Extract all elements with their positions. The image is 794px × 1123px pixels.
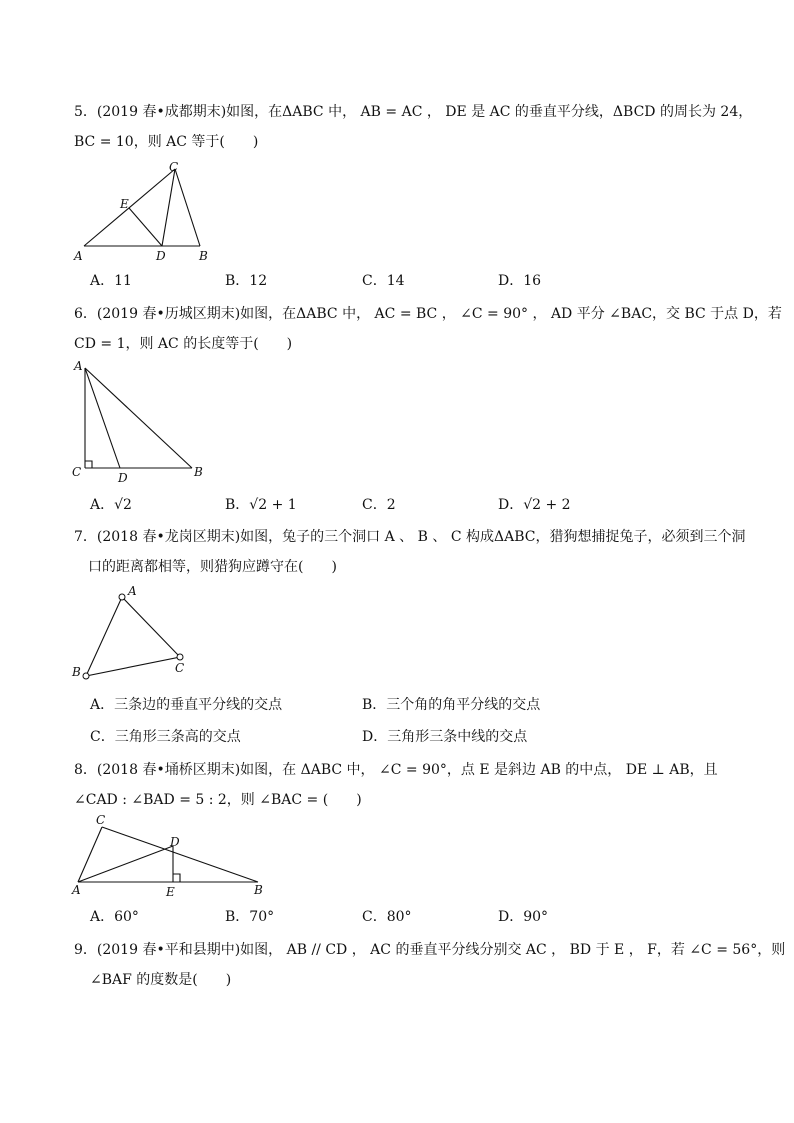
q7-label-a: A	[128, 584, 137, 598]
q8-label-a: A	[72, 883, 81, 897]
q7-option-b[interactable]: B．三个角的角平分线的交点	[362, 697, 541, 713]
q6-option-b[interactable]: B．√2 + 1	[225, 497, 297, 513]
q6-option-a[interactable]: A．√2	[90, 497, 132, 513]
q6-stem-line2: CD = 1，则 AC 的长度等于( )	[74, 336, 293, 352]
q7-hole-c	[177, 654, 183, 660]
q5-option-a[interactable]: A．11	[90, 273, 132, 289]
q5-label-a: A	[74, 249, 83, 263]
q8-figure	[70, 812, 270, 902]
q7-option-d[interactable]: D．三角形三条中线的交点	[362, 729, 528, 745]
q6-label-d: D	[118, 471, 128, 485]
q5-stem-line1: 5．(2019 春•成都期末)如图，在ΔABC 中， AB = AC ， DE 是 AC 的垂直平分线，ΔBCD 的周长为 24，	[74, 104, 753, 120]
q7-figure	[70, 584, 200, 684]
q8-stem-line1: 8．(2018 春•埇桥区期末)如图，在 ΔABC 中， ∠C = 90°，点 E 是斜边 AB 的中点， DE ⊥ AB，且	[74, 762, 718, 778]
q6-stem-line1: 6．(2019 春•历城区期末)如图，在ΔABC 中， AC = BC ， ∠C = 90° ， AD 平分 ∠BAC，交 BC 于点 D，若	[74, 306, 782, 322]
q5-figure	[70, 156, 220, 266]
q5-label-b: B	[199, 249, 208, 263]
q7-stem-line2: 口的距离都相等，则猎狗应蹲守在( )	[88, 559, 337, 575]
q6-label-c: C	[72, 465, 82, 479]
q8-label-c: C	[96, 813, 106, 827]
q5-label-e: E	[120, 197, 129, 211]
q9-stem-line2: ∠BAF 的度数是( )	[90, 972, 232, 988]
q7-label-b: B	[72, 665, 81, 679]
q6-label-a: A	[74, 359, 83, 373]
q9-stem-line1: 9．(2019 春•平和县期中)如图， AB // CD ， AC 的垂直平分线分别交 AC ， BD 于 E ， F，若 ∠C = 56°，则	[74, 942, 786, 958]
q7-option-c[interactable]: C．三角形三条高的交点	[90, 729, 241, 745]
q8-option-d[interactable]: D．90°	[498, 909, 549, 925]
q5-option-c[interactable]: C．14	[362, 273, 405, 289]
q5-option-b[interactable]: B．12	[225, 273, 268, 289]
q5-label-d: D	[156, 249, 166, 263]
q6-figure	[70, 358, 220, 486]
q7-option-a[interactable]: A．三条边的垂直平分线的交点	[90, 697, 283, 713]
q8-label-b: B	[254, 883, 263, 897]
q7-label-c: C	[175, 661, 185, 675]
q8-option-a[interactable]: A．60°	[90, 909, 139, 925]
q8-option-c[interactable]: C．80°	[362, 909, 412, 925]
q7-stem-line1: 7．(2018 春•龙岗区期末)如图，兔子的三个洞口 A 、 B 、 C 构成ΔABC，猎狗想捕捉兔子，必须到三个洞	[74, 529, 746, 545]
q8-option-b[interactable]: B．70°	[225, 909, 275, 925]
q6-option-c[interactable]: C．2	[362, 497, 396, 513]
q6-label-b: B	[194, 465, 203, 479]
q5-label-c: C	[169, 160, 179, 174]
q7-hole-b	[83, 673, 89, 679]
q8-label-e: E	[166, 885, 175, 899]
q6-option-d[interactable]: D．√2 + 2	[498, 497, 571, 513]
q8-label-d: D	[170, 835, 180, 849]
q5-stem-line2: BC = 10，则 AC 等于( )	[74, 134, 259, 150]
q8-stem-line2: ∠CAD : ∠BAD = 5 : 2，则 ∠BAC = ( )	[74, 792, 362, 808]
q5-option-d[interactable]: D．16	[498, 273, 542, 289]
q7-hole-a	[119, 594, 125, 600]
